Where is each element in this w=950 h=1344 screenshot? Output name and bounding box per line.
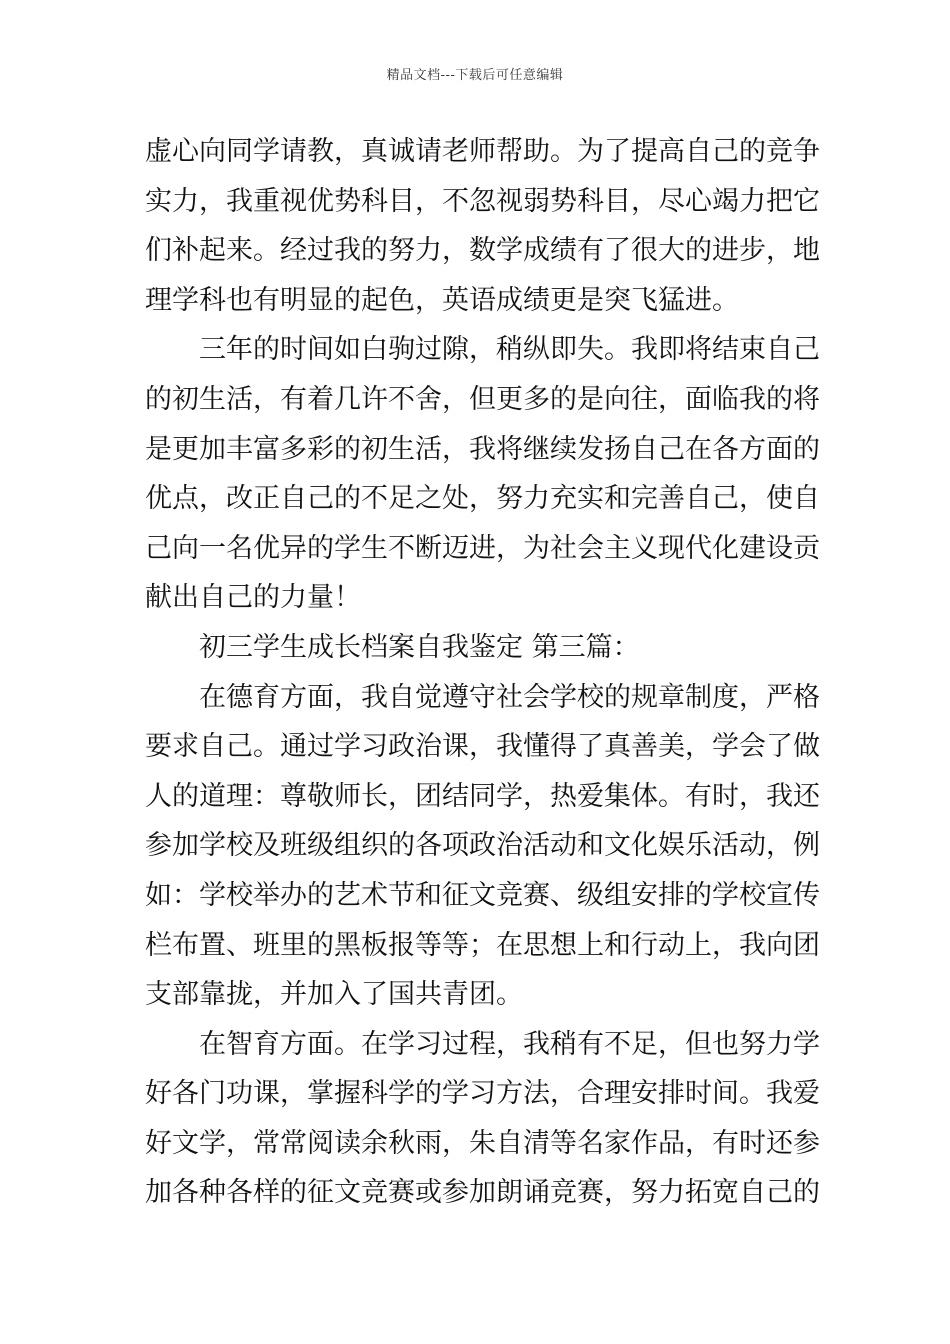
document-body: [145, 127, 820, 1218]
text-line: 加各种各样的征文竞赛或参加朗诵竞赛，努力拓宽自己的: [145, 1177, 820, 1209]
text-line: 优点，改正自己的不足之处，努力充实和完善自己，使自: [145, 483, 820, 515]
text-line: 栏布置、班里的黑板报等等；在思想上和行动上，我向团: [145, 929, 820, 961]
text-line: 们补起来。经过我的努力，数学成绩有了很大的进步，地: [145, 235, 820, 267]
text-line: 的初生活，有着几许不舍，但更多的是向往，面临我的将: [145, 383, 820, 415]
paragraph-first-line: 在智育方面。在学习过程，我稍有不足，但也努力学: [199, 1028, 820, 1060]
text-line: 理学科也有明显的起色，英语成绩更是突飞猛进。: [145, 284, 739, 316]
section-heading: 初三学生成长档案自我鉴定 第三篇：: [199, 631, 640, 663]
paragraph-first-line: 三年的时间如白驹过隙，稍纵即失。我即将结束自己: [199, 334, 820, 366]
text-line: 参加学校及班级组织的各项政治活动和文化娱乐活动，例: [145, 830, 820, 862]
text-line: 要求自己。通过学习政治课，我懂得了真善美，学会了做: [145, 731, 820, 763]
text-line: 实力，我重视优势科目，不忽视弱势科目，尽心竭力把它: [145, 185, 820, 217]
text-line: 人的道理：尊敬师长，团结同学，热爱集体。有时，我还: [145, 780, 820, 812]
text-line: 献出自己的力量！: [145, 582, 361, 614]
text-line: 如：学校举办的艺术节和征文竞赛、级组安排的学校宣传: [145, 879, 820, 911]
paragraph-first-line: 在德育方面，我自觉遵守社会学校的规章制度，严格: [199, 681, 820, 713]
text-line: 是更加丰富多彩的初生活，我将继续发扬自己在各方面的: [145, 433, 820, 465]
text-line: 好各门功课，掌握科学的学习方法，合理安排时间。我爱: [145, 1078, 820, 1110]
text-line: 好文学，常常阅读余秋雨，朱自清等名家作品，有时还参: [145, 1127, 820, 1159]
text-line: 虚心向同学请教，真诚请老师帮助。为了提高自己的竞争: [145, 136, 820, 167]
page-header: 精品文档---下载后可任意编辑: [386, 68, 564, 83]
text-line: 支部靠拢，并加入了国共青团。: [145, 979, 523, 1011]
text-line: 己向一名优异的学生不断迈进，为社会主义现代化建设贡: [145, 532, 820, 564]
